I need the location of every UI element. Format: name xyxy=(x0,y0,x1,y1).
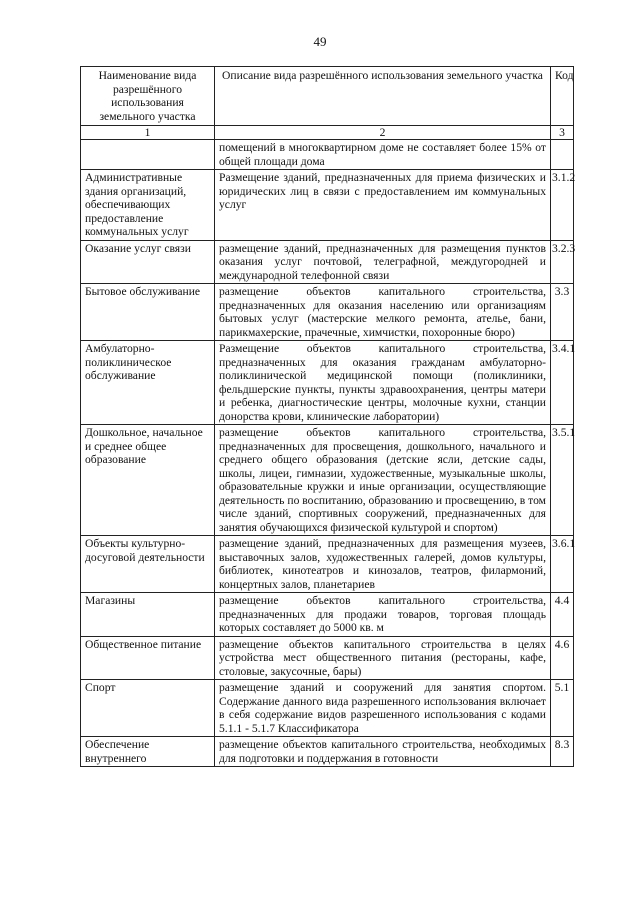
use-type-name xyxy=(81,140,215,170)
use-type-code: 5.1 xyxy=(551,680,574,737)
use-type-name: Объекты культурно-досуговой деятельности xyxy=(81,536,215,593)
use-type-description: размещение зданий и сооружений для занятия спортом. Содержание данного вида разрешенного использования включает в себя содержание видов разрешенного использования с кодами 5.1.1 - 5.1.7 Классификатора xyxy=(215,680,551,737)
use-type-code: 4.4 xyxy=(551,593,574,637)
table-row xyxy=(81,636,574,680)
table-row xyxy=(81,140,574,170)
table-row xyxy=(81,536,574,593)
column-number-row xyxy=(81,126,574,140)
use-type-name: Магазины xyxy=(81,593,215,637)
use-type-description: размещение объектов капитального строительства, предназначенных для просвещения, дошкольного, начального и среднего общего образования (детские ясли, детские сады, школы, лицеи, гимназии, художественные, музыкальные школы, образовательные кружки и иные организации, осуществляющие деятельность по воспитанию, образованию и просвещению, в том числе зданий, спортивных сооружений, предназначенных для занятия обучающихся физической культурой и спортом) xyxy=(215,425,551,536)
table-row xyxy=(81,170,574,241)
use-type-code: 3.3 xyxy=(551,284,574,341)
use-type-name: Обеспечение внутреннего xyxy=(81,737,215,767)
use-type-code: 3.4.1 xyxy=(551,341,574,425)
use-type-code: 8.3 xyxy=(551,737,574,767)
use-type-description: размещение зданий, предназначенных для размещения музеев, выставочных залов, художественных галерей, домов культуры, библиотек, кинотеатров и кинозалов, театров, филармоний, концертных залов, планетариев xyxy=(215,536,551,593)
use-type-description: размещение объектов капитального строительства, предназначенных для оказания населению или организациям бытовых услуг (мастерские мелкого ремонта, ателье, бани, парикмахерские, прачечные, химчистки, похоронные бюро) xyxy=(215,284,551,341)
use-type-description: Размещение зданий, предназначенных для приема физических и юридических лиц в связи с предоставлением им коммунальных услуг xyxy=(215,170,551,241)
use-type-description: Размещение объектов капитального строительства, предназначенных для оказания гражданам амбулаторно-поликлинической медицинской помощи (поликлиники, фельдшерские пункты, пункты здравоохранения, центры матери и ребенка, диагностические центры, молочные кухни, станции донорства крови, клинические лаборатории) xyxy=(215,341,551,425)
use-type-name: Административные здания организаций, обеспечивающих предоставление коммунальных услуг xyxy=(81,170,215,241)
use-type-description: помещений в многоквартирном доме не составляет более 15% от общей площади дома xyxy=(215,140,551,170)
use-type-name: Спорт xyxy=(81,680,215,737)
column-number-1: 1 xyxy=(81,126,215,140)
use-type-name: Оказание услуг связи xyxy=(81,240,215,284)
header-description-column: Описание вида разрешённого использования земельного участка xyxy=(215,67,551,126)
header-code-column: Код xyxy=(551,67,574,126)
use-type-code: 3.1.2 xyxy=(551,170,574,241)
use-type-name: Дошкольное, начальное и среднее общее образование xyxy=(81,425,215,536)
use-type-name: Общественное питание xyxy=(81,636,215,680)
table-row xyxy=(81,425,574,536)
land-use-table xyxy=(80,66,574,767)
use-type-description: размещение объектов капитального строительства в целях устройства мест общественного питания (рестораны, кафе, столовые, закусочные, бары) xyxy=(215,636,551,680)
use-type-code: 3.5.1 xyxy=(551,425,574,536)
use-type-code: 4.6 xyxy=(551,636,574,680)
page-number: 49 xyxy=(313,34,327,49)
header-name-column: Наименование вида разрешённого использования земельного участка xyxy=(81,67,215,126)
use-type-description: размещение зданий, предназначенных для размещения пунктов оказания услуг почтовой, телеграфной, междугородней и международной телефонной связи xyxy=(215,240,551,284)
table-row xyxy=(81,341,574,425)
use-type-name: Амбулаторно-поликлиническое обслуживание xyxy=(81,341,215,425)
use-type-description: размещение объектов капитального строительства, необходимых для подготовки и поддержания в готовности xyxy=(215,737,551,767)
column-number-2: 2 xyxy=(215,126,551,140)
use-type-code: 3.2.3 xyxy=(551,240,574,284)
use-type-code xyxy=(551,140,574,170)
table-row xyxy=(81,284,574,341)
use-type-name: Бытовое обслуживание xyxy=(81,284,215,341)
table-row xyxy=(81,680,574,737)
table-header-row xyxy=(81,67,574,126)
table-row xyxy=(81,737,574,767)
column-number-3: 3 xyxy=(551,126,574,140)
table-row xyxy=(81,240,574,284)
table-row xyxy=(81,593,574,637)
use-type-code: 3.6.1 xyxy=(551,536,574,593)
use-type-description: размещение объектов капитального строительства, предназначенных для продажи товаров, торговая площадь которых составляет до 5000 кв. м xyxy=(215,593,551,637)
